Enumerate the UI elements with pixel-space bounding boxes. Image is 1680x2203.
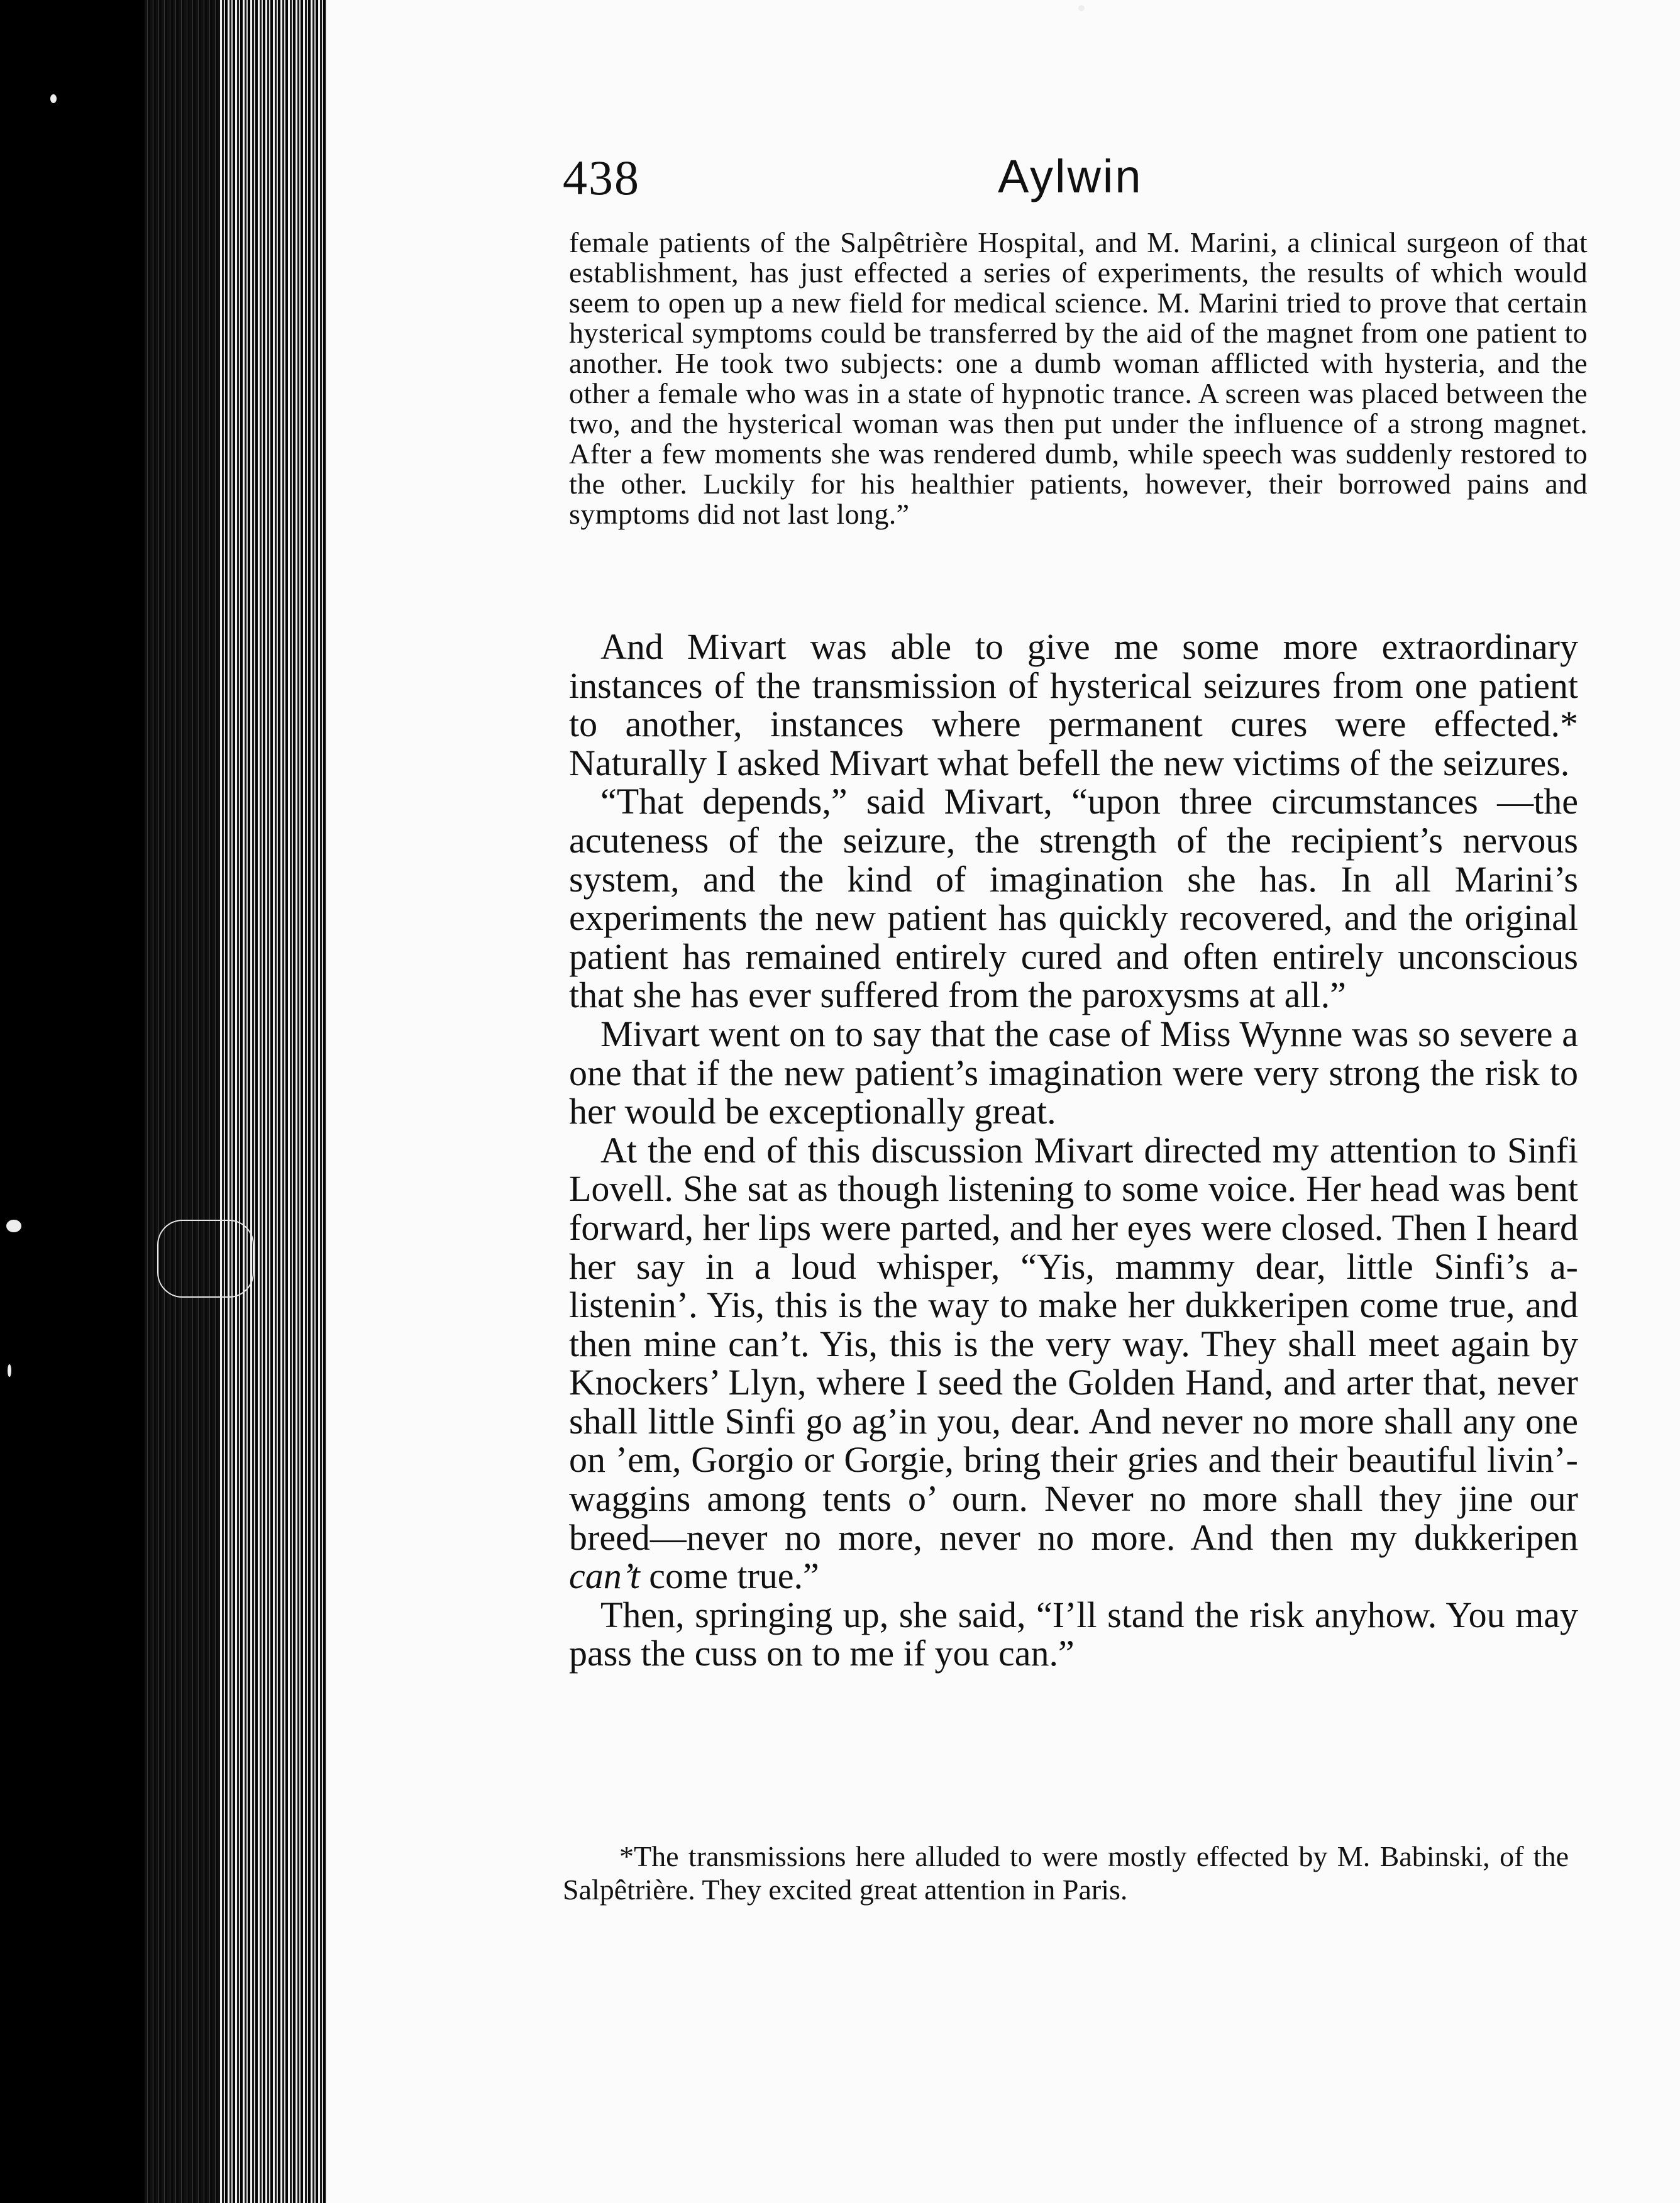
running-head: Aylwin	[998, 150, 1143, 202]
footnote-text: *The transmissions here alluded to were mostly effected by M. Babinski, of the Salpêtrière. They excited great attention in Paris.	[563, 1840, 1569, 1906]
quoted-paragraph: female patients of the Salpêtrière Hospital, and M. Marini, a clinical surgeon of that establishment, has just effected a series of experiments, the results of which would seem to open up a new field for medical science. M. Marini tried to prove that certain hysterical symptoms could be transferred by the aid of the magnet from one patient to another. He took two subjects: one a dumb woman afflicted with hysteria, and the other a female who was in a state of hypnotic trance. A screen was placed between the two, and the hysterical woman was then put under the influence of a strong magnet. After a few moments she was rendered dumb, while speech was suddenly restored to the other. Luckily for his healthier patients, however, their borrowed pains and symptoms did not last long.”	[569, 226, 1588, 530]
quoted-passage	[569, 228, 1588, 529]
paragraph	[569, 1131, 1578, 1596]
italic-word: can’t	[569, 1555, 640, 1597]
book-fore-edge	[220, 0, 327, 2203]
scan-speck	[50, 94, 57, 103]
page-header	[563, 150, 1581, 219]
paragraph: Mivart went on to say that the case of Miss Wynne was so severe a one that if the new patient’s imagination were very strong the risk to her would be exceptionally great.	[569, 1013, 1578, 1132]
paper-crease	[157, 1220, 254, 1298]
scan-speck	[6, 1220, 21, 1232]
page-number: 438	[563, 150, 640, 205]
body-text	[569, 627, 1578, 1673]
book-fore-edge-shadow	[145, 0, 226, 2203]
paragraph-text: dukkeripen	[1414, 1516, 1578, 1558]
paragraph: Then, springing up, she said, “I’ll stand the risk anyhow. You may pass the cuss on to me if you can.”	[569, 1594, 1578, 1674]
paragraph-text: come true.”	[639, 1555, 819, 1597]
paragraph: “That depends,” said Mivart, “upon three circumstances —the acuteness of the seizure, the strength of the recipient’s nervous system, and the kind of imagination she has. In all Marini’s experiments the new patient has quickly recovered, and the original patient has remained entirely cured and often entirely unconscious that she has ever suffered from the paroxysms at all.”	[569, 781, 1578, 1016]
scan-speck	[8, 1364, 11, 1377]
paragraph: And Mivart was able to give me some more extraordinary instances of the transmission of hysterical seizures from one patient to another, instances where permanent cures were effected.* Naturally I asked Mivart what befell the new victims of the seizures.	[569, 626, 1578, 783]
paragraph-text: At the end of this discussion Mivart directed my attention to Sinfi Lovell. She sat as though listening to some voice. Her head was bent forward, her lips were parted, and her eyes were closed. Then I heard her say in a loud whisper, “Yis, mammy dear, little Sinfi’s a-listenin’. Yis, this is the way to make her dukkeripen come true, and then mine can’t. Yis, this is the very way. They shall meet again by Knockers’ Llyn, where I seed the Golden Hand, and arter that, never shall little Sinfi go ag’in you, dear. And never no more shall any one on ’em, Gorgio or Gorgie, bring their gries and their beautiful livin’-waggins among tents o’ ourn. Never no more shall they jine our breed—never no more, never no more. And then my	[569, 1129, 1578, 1558]
footnote	[563, 1840, 1569, 1906]
scan-speck	[1078, 5, 1085, 11]
